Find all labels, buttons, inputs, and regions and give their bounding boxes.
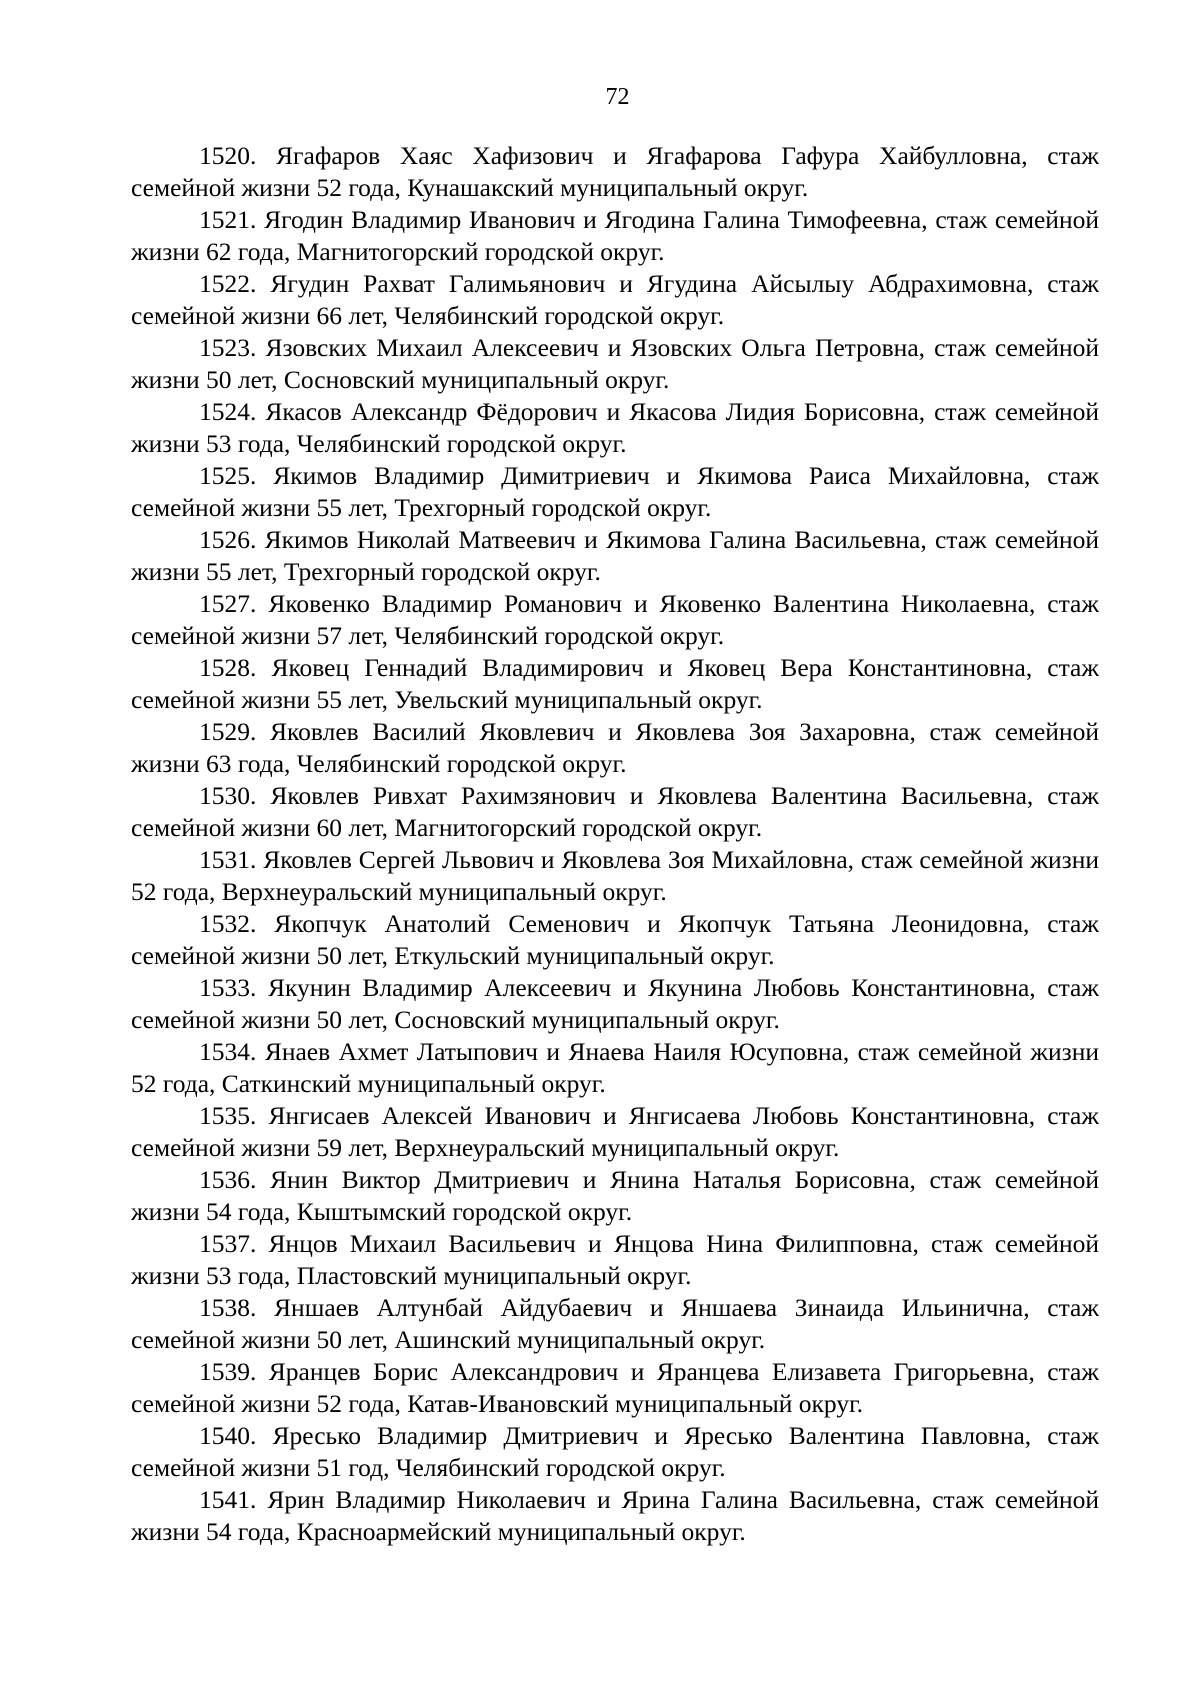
list-item: 1520. Ягафаров Хаяс Хафизович и Ягафарова Гафура Хайбулловна, стаж семейной жизни 52 года, Кунашакский муниципальный округ. xyxy=(131,141,1099,202)
list-item: 1529. Яковлев Василий Яковлевич и Яковлева Зоя Захаровна, стаж семейной жизни 63 года, Челябинский городской округ. xyxy=(131,717,1099,778)
list-item: 1531. Яковлев Сергей Львович и Яковлева Зоя Михайловна, стаж семейной жизни 52 года, Верхнеуральский муниципальный округ. xyxy=(131,845,1099,906)
page-number: 72 xyxy=(605,84,630,110)
list-item: 1539. Яранцев Борис Александрович и Яранцева Елизавета Григорьевна, стаж семейной жизни 52 года, Катав-Ивановский муниципальный округ. xyxy=(131,1357,1099,1418)
list-item: 1530. Яковлев Ривхат Рахимзянович и Яковлева Валентина Васильевна, стаж семейной жизни 60 лет, Магнитогорский городской округ. xyxy=(131,781,1099,842)
list-item: 1541. Ярин Владимир Николаевич и Ярина Галина Васильевна, стаж семейной жизни 54 года, Красноармейский муниципальный округ. xyxy=(131,1485,1099,1546)
list-item: 1527. Яковенко Владимир Романович и Яковенко Валентина Николаевна, стаж семейной жизни 57 лет, Челябинский городской округ. xyxy=(131,589,1099,650)
list-item: 1523. Язовских Михаил Алексеевич и Язовских Ольга Петровна, стаж семейной жизни 50 лет, Сосновский муниципальный округ. xyxy=(131,333,1099,394)
entry-list xyxy=(131,140,1099,1548)
list-item: 1532. Якопчук Анатолий Семенович и Якопчук Татьяна Леонидовна, стаж семейной жизни 50 лет, Еткульский муниципальный округ. xyxy=(131,909,1099,970)
list-item: 1538. Яншаев Алтунбай Айдубаевич и Яншаева Зинаида Ильинична, стаж семейной жизни 50 лет, Ашинский муниципальный округ. xyxy=(131,1293,1099,1354)
list-item: 1521. Ягодин Владимир Иванович и Ягодина Галина Тимофеевна, стаж семейной жизни 62 года, Магнитогорский городской округ. xyxy=(131,205,1099,266)
list-item: 1525. Якимов Владимир Димитриевич и Якимова Раиса Михайловна, стаж семейной жизни 55 лет, Трехгорный городской округ. xyxy=(131,461,1099,522)
list-item: 1540. Яресько Владимир Дмитриевич и Яресько Валентина Павловна, стаж семейной жизни 51 год, Челябинский городской округ. xyxy=(131,1421,1099,1482)
list-item: 1535. Янгисаев Алексей Иванович и Янгисаева Любовь Константиновна, стаж семейной жизни 59 лет, Верхнеуральский муниципальный округ. xyxy=(131,1101,1099,1162)
list-item: 1537. Янцов Михаил Васильевич и Янцова Нина Филипповна, стаж семейной жизни 53 года, Пластовский муниципальный округ. xyxy=(131,1229,1099,1290)
list-item: 1528. Яковец Геннадий Владимирович и Яковец Вера Константиновна, стаж семейной жизни 55 лет, Увельский муниципальный округ. xyxy=(131,653,1099,714)
list-item: 1536. Янин Виктор Дмитриевич и Янина Наталья Борисовна, стаж семейной жизни 54 года, Кыштымский городской округ. xyxy=(131,1165,1099,1226)
list-item: 1533. Якунин Владимир Алексеевич и Якунина Любовь Константиновна, стаж семейной жизни 50 лет, Сосновский муниципальный округ. xyxy=(131,973,1099,1034)
list-item: 1534. Янаев Ахмет Латыпович и Янаева Наиля Юсуповна, стаж семейной жизни 52 года, Саткинский муниципальный округ. xyxy=(131,1037,1099,1098)
list-item: 1522. Ягудин Рахват Галимьянович и Ягудина Айсылыу Абдрахимовна, стаж семейной жизни 66 лет, Челябинский городской округ. xyxy=(131,269,1099,330)
list-item: 1524. Якасов Александр Фёдорович и Якасова Лидия Борисовна, стаж семейной жизни 53 года, Челябинский городской округ. xyxy=(131,397,1099,458)
list-item: 1526. Якимов Николай Матвеевич и Якимова Галина Васильевна, стаж семейной жизни 55 лет, Трехгорный городской округ. xyxy=(131,525,1099,586)
